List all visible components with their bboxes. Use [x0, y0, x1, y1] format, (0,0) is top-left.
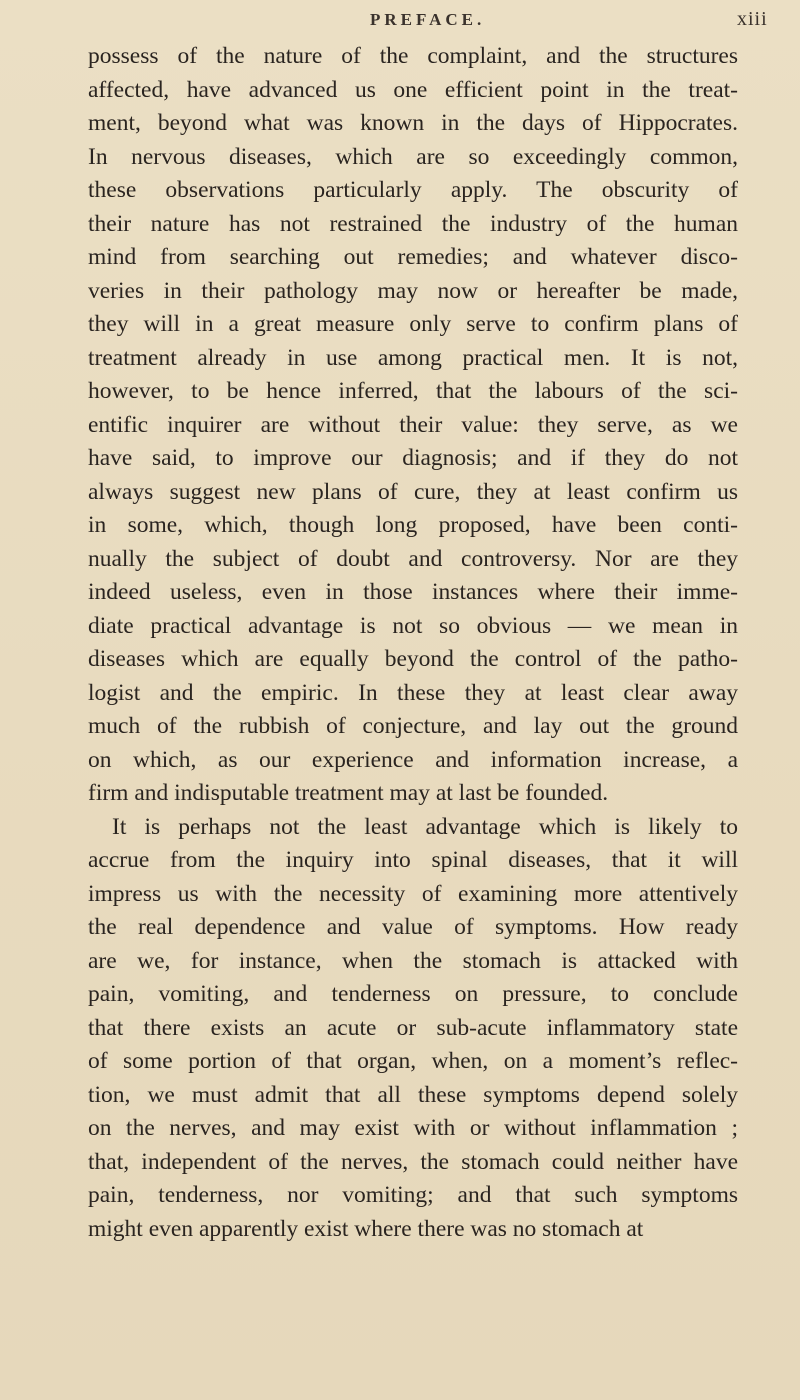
- text-line: have said, to improve our diagnosis; and if they do not: [88, 445, 738, 471]
- text-line: It is perhaps not the least advantage which is likely to: [112, 813, 738, 840]
- text-line: ment, beyond what was known in the days of Hippocrates.: [88, 110, 738, 136]
- text-line: tion, we must admit that all these symptoms depend solely: [88, 1081, 738, 1108]
- text-line: logist and the empiric. In these they at least clear away: [88, 679, 738, 706]
- text-line: treatment already in use among practical men. It is not,: [88, 344, 738, 371]
- text-line: pain, tenderness, nor vomiting; and that such symptoms: [88, 1182, 738, 1208]
- text-line: firm and indisputable treatment may at last be founded.: [88, 780, 609, 806]
- text-line: indeed useless, even in those instances where their imme-: [88, 579, 738, 605]
- text-line: mind from searching out remedies; and whatever disco-: [88, 244, 738, 270]
- text-line: possess of the nature of the complaint, and the structures: [88, 43, 738, 69]
- text-line: pain, vomiting, and tenderness on pressure, to conclude: [88, 981, 738, 1007]
- text-line: on the nerves, and may exist with or without inflammation ;: [88, 1115, 738, 1141]
- page-number: xiii: [737, 8, 768, 30]
- text-line: veries in their pathology may now or hereafter be made,: [88, 277, 738, 304]
- text-line: of some portion of that organ, when, on a moment’s reflec-: [88, 1048, 738, 1074]
- text-line: that there exists an acute or sub-acute inflammatory state: [88, 1014, 738, 1041]
- text-line: in some, which, though long proposed, have been conti-: [88, 512, 738, 538]
- text-line: nually the subject of doubt and controversy. Nor are they: [88, 545, 738, 572]
- text-line: In nervous diseases, which are so exceedingly common,: [88, 143, 738, 170]
- text-line: they will in a great measure only serve to confirm plans of: [88, 311, 738, 337]
- text-line: however, to be hence inferred, that the labours of the sci-: [88, 378, 738, 404]
- text-line: might even apparently exist where there was no stomach at: [88, 1215, 644, 1242]
- text-line: are we, for instance, when the stomach is attacked with: [88, 947, 738, 974]
- text-line: diate practical advantage is not so obvious — we mean in: [88, 612, 738, 639]
- text-line: the real dependence and value of symptoms. How ready: [88, 914, 738, 940]
- text-line: on which, as our experience and information increase, a: [88, 746, 738, 773]
- text-line: affected, have advanced us one efficient point in the treat-: [88, 76, 738, 103]
- text-line: entific inquirer are without their value: they serve, as we: [88, 411, 738, 438]
- text-line: accrue from the inquiry into spinal diseases, that it will: [88, 847, 738, 873]
- text-line: their nature has not restrained the industry of the human: [88, 210, 738, 237]
- body-text: [88, 40, 738, 1246]
- text-line: that, independent of the nerves, the stomach could neither have: [88, 1148, 738, 1175]
- running-title: PREFACE.: [370, 10, 486, 29]
- running-head: [0, 8, 800, 36]
- text-line: much of the rubbish of conjecture, and lay out the ground: [88, 713, 738, 739]
- text-line: impress us with the necessity of examining more attentively: [88, 880, 738, 907]
- text-line: diseases which are equally beyond the control of the patho-: [88, 646, 738, 672]
- text-line: these observations particularly apply. The obscurity of: [88, 177, 738, 203]
- text-line: always suggest new plans of cure, they at least confirm us: [88, 478, 738, 505]
